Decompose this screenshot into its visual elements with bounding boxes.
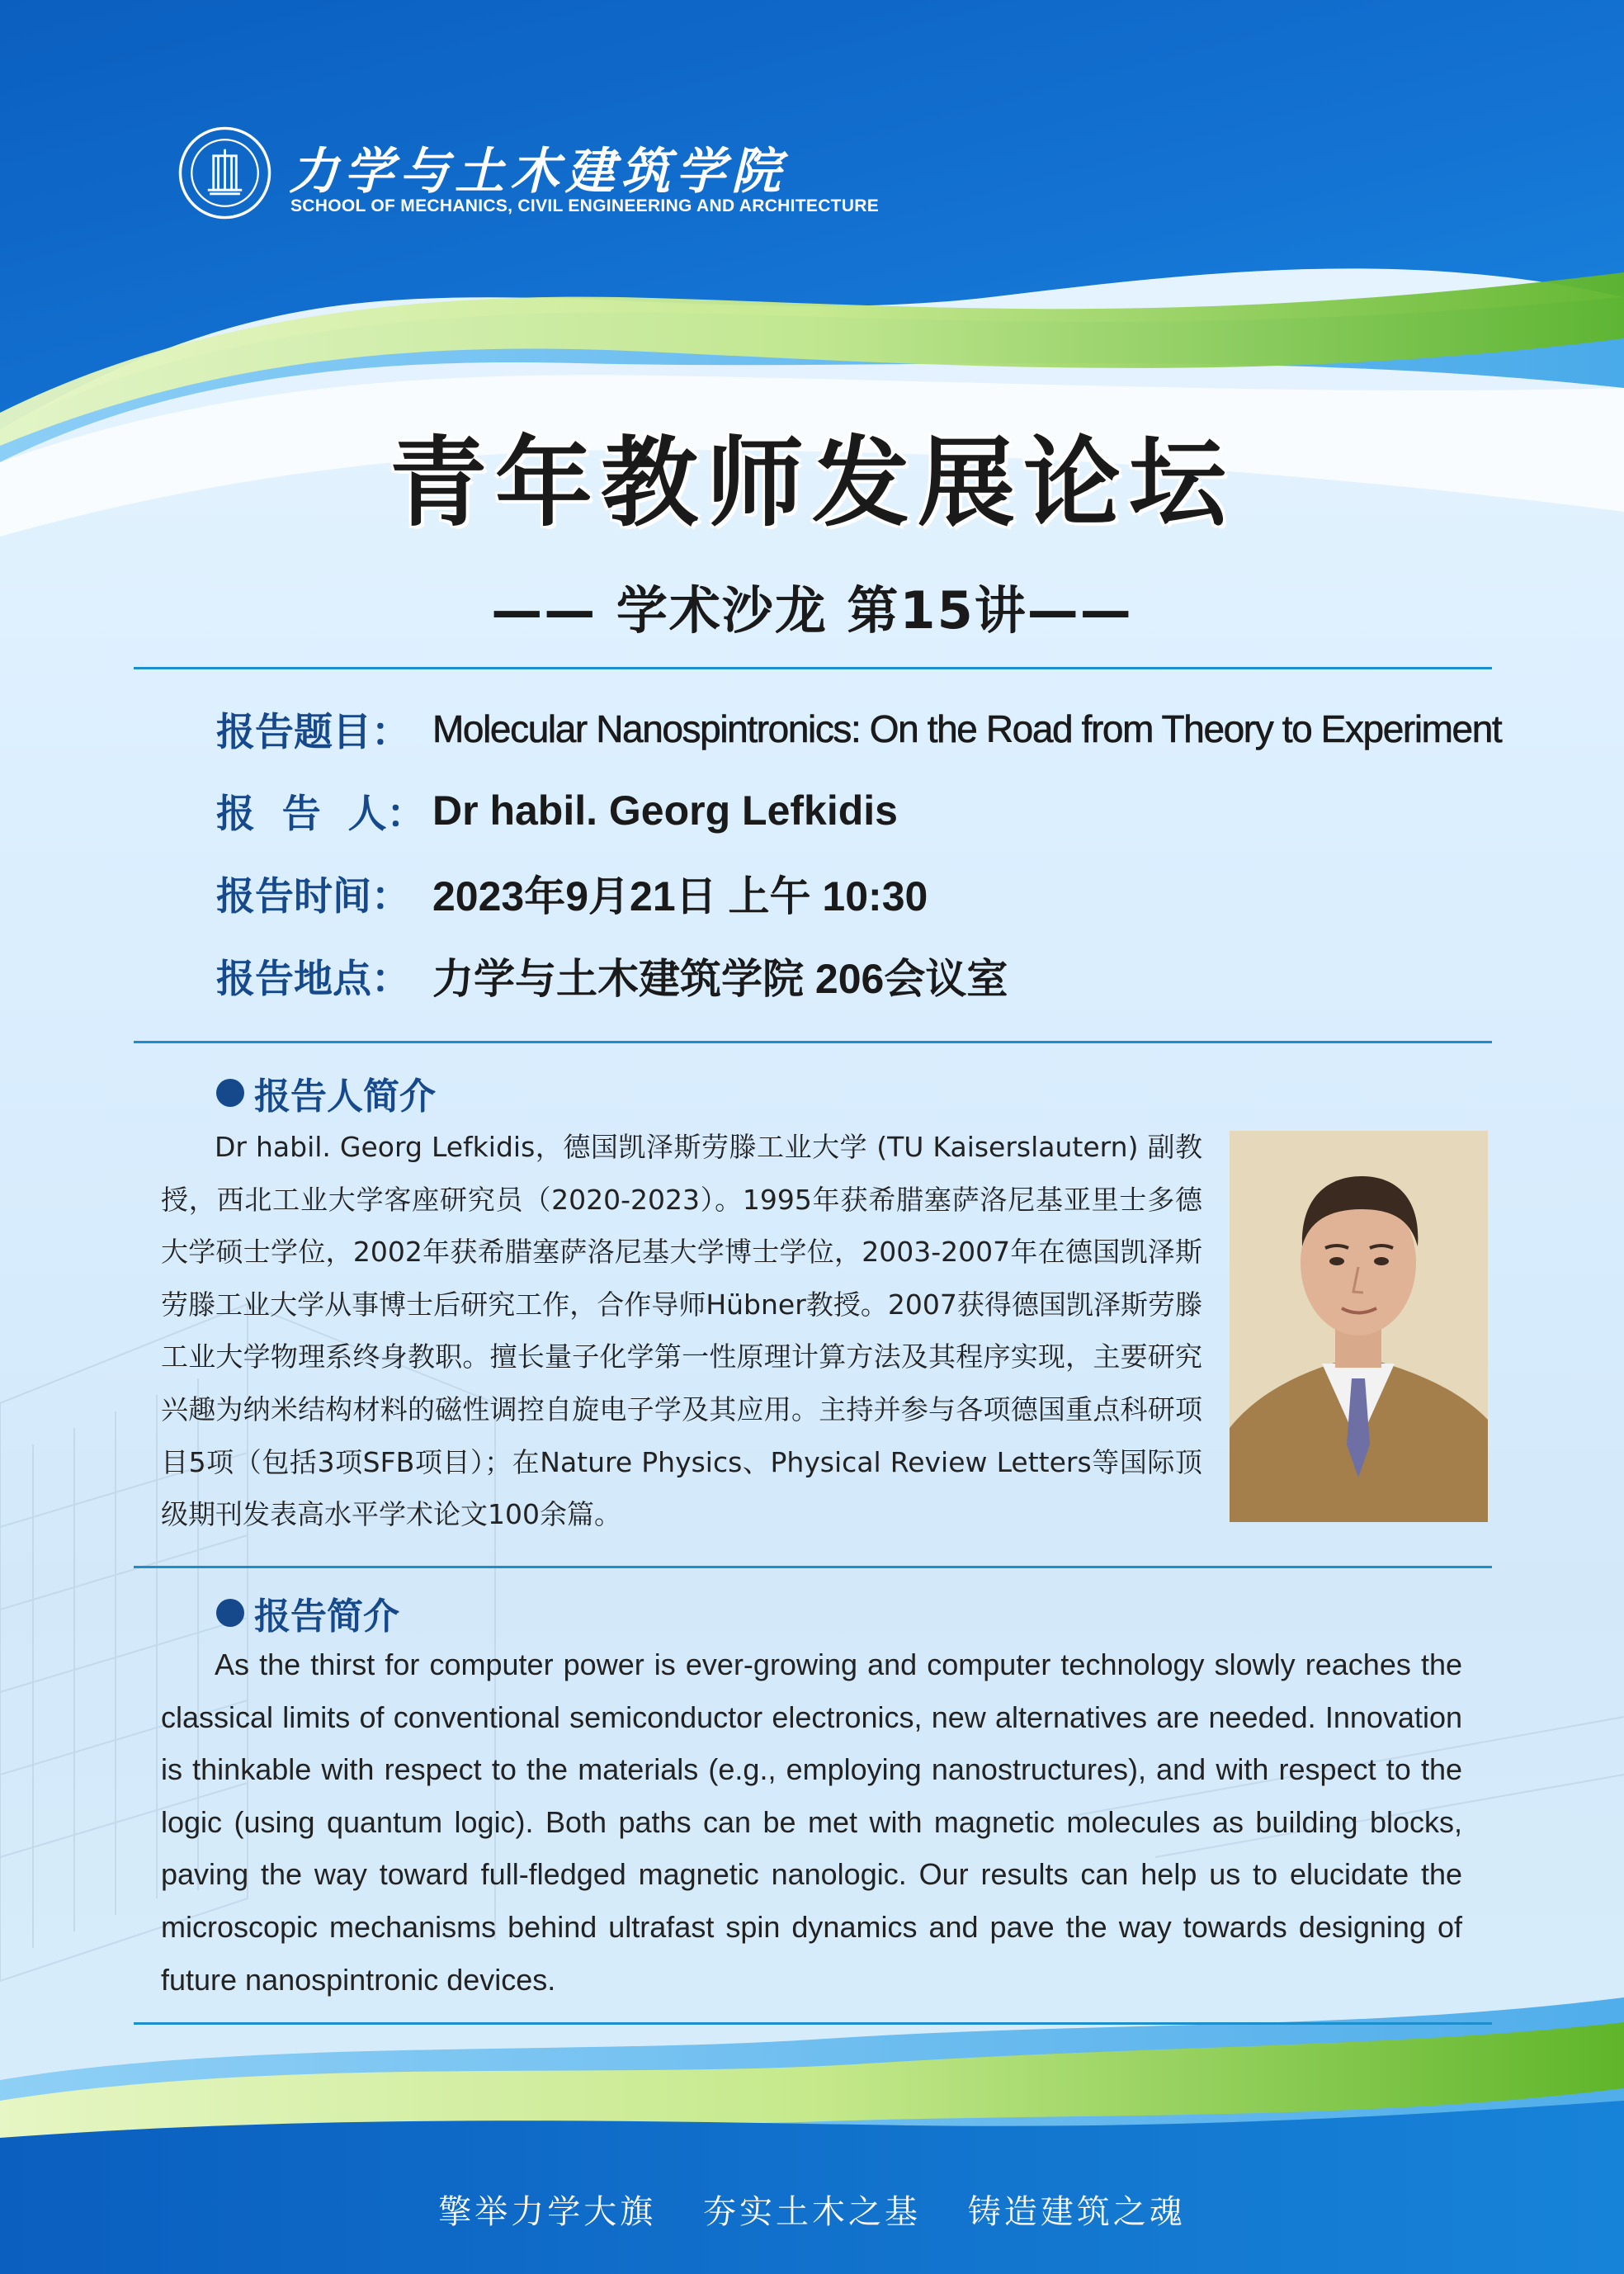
bio-paragraph: Dr habil. Georg Lefkidis，德国凯泽斯劳滕工业大学 (TU Kaiserslautern) 副教授，西北工业大学客座研究员（2020-2023）。1995年获希腊塞萨洛尼基亚里士多德大学硕士学位，2002年获希腊塞萨洛尼基大学博士学位，2003-2007年在德国凯泽斯劳滕工业大学从事博士后研究工作，合作导师Hübner教授。2007获得德国凯泽斯劳滕工业大学物理系终身教职。擅长量子化学第一性原理计算方法及其程序实现，主要研究兴趣为纳米结构材料的磁性调控自旋电子学及其应用。主持并参与各项德国重点科研项目5项（包括3项SFB项目）；在Nature Physics、Physical Review Letters等国际顶级期刊发表高水平学术论文100余篇。 [161,1131,1202,1531]
time-label: 报告时间： [216,873,410,920]
divider-lower [134,1566,1492,1568]
topic-label: 报告题目： [216,709,410,755]
speaker-label: 报 告 人： [216,791,426,837]
topic-value: Molecular Nanospintronics: On the Road from Theory to Experiment [432,707,1502,750]
divider-middle [134,1041,1492,1043]
abstract-paragraph: As the thirst for computer power is ever-growing and computer technology slowly reaches the classical limits of conventional semiconductor electronics, new alternatives are needed. Innovation is thinkable with respect to the materials (e.g., employing nanostructures), and with respect to the logic (using quantum logic). Both paths can be met with magnetic molecules as building blocks, paving the way toward full-fledged magnetic nanologic. Our results can help us to elucidate the microscopic mechanisms behind ultrafast spin dynamics and pave the way towards designing of future nanospintronic devices. [161,1648,1462,1997]
place-value: 力学与土木建筑学院 206会议室 [432,956,1008,1002]
abstract-heading-text: 报告简介 [254,1596,399,1638]
time-value: 2023年9月21日 上午 10:30 [432,873,928,920]
school-name-en: SCHOOL OF MECHANICS, CIVIL ENGINEERING AND ARCHITECTURE [290,196,880,215]
salon-subtitle: —— 学术沙龙 第15讲—— [491,580,1133,641]
footer-slogan: 擎举力学大旗 夯实土木之基 铸造建筑之魂 [438,2193,1186,2231]
bullet-icon [216,1079,244,1107]
speaker-value: Dr habil. Georg Lefkidis [432,787,898,834]
divider-bottom [134,2022,1492,2025]
school-logo [177,125,272,220]
bullet-icon [216,1599,244,1627]
place-label: 报告地点： [216,956,410,1002]
abstract-heading [216,1586,399,1639]
place-row [216,943,1008,1009]
forum-title: 青年教师发展论坛 [389,425,1235,540]
divider-top [134,667,1492,669]
school-name-cn: 力学与土木建筑学院 [289,143,786,201]
bio-heading [216,1066,436,1119]
bio-heading-text: 报告人简介 [254,1076,436,1118]
topic-row [216,696,1501,762]
speaker-row [216,778,898,844]
speaker-photo [1230,1131,1488,1522]
time-row [216,860,928,926]
